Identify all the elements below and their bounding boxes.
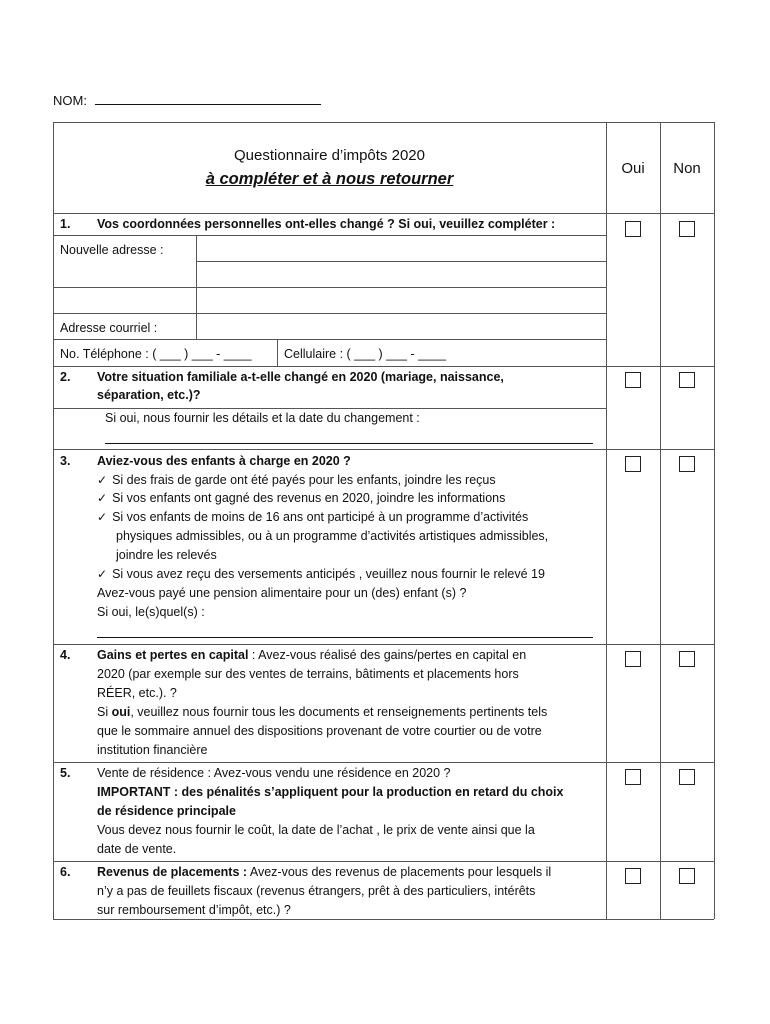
row-separator <box>53 449 714 450</box>
pension-question: Avez-vous payé une pension alimentaire pour un (des) enfant (s) ? <box>97 586 467 600</box>
nom-input-line[interactable] <box>95 92 321 105</box>
list-item <box>97 491 505 505</box>
check-icon: ✓ <box>97 491 108 505</box>
cellulaire-label: Cellulaire : ( ___ ) ___ - ____ <box>284 347 446 361</box>
column-oui: Oui <box>621 160 645 177</box>
question-2-line1: Votre situation familiale a-t-elle changé en 2020 (mariage, naissance, <box>97 370 504 384</box>
column-non: Non <box>673 160 701 177</box>
list-item-continuation: physiques admissibles, ou à un programme d’activités artistiques admissibles, <box>116 529 549 543</box>
checkbox-non-3[interactable] <box>679 456 695 472</box>
answer-line-2[interactable] <box>105 443 593 444</box>
checkbox-oui-1[interactable] <box>625 221 641 237</box>
question-4-text: Si <box>97 705 112 719</box>
question-2-detail: Si oui, nous fournir les détails et la date du changement : <box>105 411 420 425</box>
inner-line <box>53 339 606 340</box>
question-4-lead: Gains et pertes en capital <box>97 648 249 662</box>
question-number: 6. <box>60 865 71 879</box>
question-number: 1. <box>60 217 71 231</box>
checkbox-oui-2[interactable] <box>625 372 641 388</box>
check-icon: ✓ <box>97 567 108 581</box>
inner-line <box>53 313 606 314</box>
checkbox-oui-4[interactable] <box>625 651 641 667</box>
checkbox-oui-6[interactable] <box>625 868 641 884</box>
checkbox-non-5[interactable] <box>679 769 695 785</box>
question-6-line2: n’y a pas de feuillets fiscaux (revenus étrangers, prêt à des particuliers, intérêts <box>97 884 536 898</box>
list-item-text: Si des frais de garde ont été payés pour les enfants, joindre les reçus <box>112 473 496 487</box>
question-4-line1 <box>97 648 526 662</box>
answer-line-3[interactable] <box>97 637 593 638</box>
question-5-important-cont: de résidence principale <box>97 804 236 818</box>
check-icon: ✓ <box>97 510 108 524</box>
question-number: 3. <box>60 454 71 468</box>
list-item <box>97 510 528 524</box>
telephone-label: No. Téléphone : ( ___ ) ___ - ____ <box>60 347 252 361</box>
question-4-line6: institution financière <box>97 743 208 757</box>
question-4-line4 <box>97 705 547 719</box>
inner-divider <box>196 235 197 339</box>
checkbox-oui-5[interactable] <box>625 769 641 785</box>
inner-line <box>53 408 606 409</box>
list-item-text: Si vos enfants ont gagné des revenus en 2020, joindre les informations <box>112 491 506 505</box>
list-item <box>97 473 496 487</box>
check-icon: ✓ <box>97 473 108 487</box>
inner-line <box>196 261 606 262</box>
question-6-lead: Revenus de placements : <box>97 865 248 879</box>
nom-label: NOM: <box>53 93 87 108</box>
form-title: Questionnaire d’impôts 2020 <box>234 147 425 164</box>
question-6-text: Avez-vous des revenus de placements pour lesquels il <box>247 865 552 879</box>
row-separator <box>53 366 714 367</box>
si-oui-label: Si oui, le(s)quel(s) : <box>97 605 205 619</box>
question-4-line3: RÉER, etc.). ? <box>97 686 177 700</box>
list-item <box>97 567 545 581</box>
question-6-line3: sur remboursement d’impôt, etc.) ? <box>97 903 291 917</box>
checkbox-non-6[interactable] <box>679 868 695 884</box>
question-4-text: , veuillez nous fournir tous les documents et renseignements pertinents tels <box>130 705 548 719</box>
inner-divider <box>277 339 278 366</box>
question-5-line4: Vous devez nous fournir le coût, la date de l’achat , le prix de vente ainsi que la <box>97 823 535 837</box>
checkbox-oui-3[interactable] <box>625 456 641 472</box>
checkbox-non-2[interactable] <box>679 372 695 388</box>
question-4-text: : Avez-vous réalisé des gains/pertes en capital en <box>248 648 527 662</box>
list-item-continuation: joindre les relevés <box>116 548 217 562</box>
row-separator <box>53 762 714 763</box>
table-border-top <box>53 122 714 123</box>
question-4-line5: que le sommaire annuel des dispositions provenant de votre courtier ou de votre <box>97 724 542 738</box>
question-4-emphasis: oui <box>111 705 131 719</box>
question-5-line5: date de vente. <box>97 842 177 856</box>
list-item-text: Si vous avez reçu des versements anticipés , veuillez nous fournir le relevé 19 <box>112 567 545 581</box>
question-number: 5. <box>60 766 71 780</box>
nom-field <box>53 92 321 108</box>
question-4-line2: 2020 (par exemple sur des ventes de terrains, bâtiments et placements hors <box>97 667 519 681</box>
row-separator <box>53 644 714 645</box>
table-border-bottom <box>53 919 714 920</box>
inner-line <box>53 287 606 288</box>
question-number: 2. <box>60 370 71 384</box>
question-2-line2: séparation, etc.)? <box>97 388 201 402</box>
nouvelle-adresse-label: Nouvelle adresse : <box>60 243 164 257</box>
row-separator <box>53 861 714 862</box>
table-border-right <box>714 122 715 919</box>
adresse-courriel-label: Adresse courriel : <box>60 321 158 335</box>
question-5-line1: Vente de résidence : Avez-vous vendu une résidence en 2020 ? <box>97 766 451 780</box>
form-subtitle: à compléter et à nous retourner <box>205 170 454 188</box>
checkbox-non-1[interactable] <box>679 221 695 237</box>
table-divider-non <box>660 122 661 919</box>
row-separator <box>53 213 714 214</box>
checkbox-non-4[interactable] <box>679 651 695 667</box>
inner-line <box>53 235 606 236</box>
question-5-important: IMPORTANT : des pénalités s’appliquent pour la production en retard du choix <box>97 785 564 799</box>
list-item-text: Si vos enfants de moins de 16 ans ont participé à un programme d’activités <box>112 510 529 524</box>
question-3: Aviez-vous des enfants à charge en 2020 ? <box>97 454 351 468</box>
table-divider-oui <box>606 122 607 919</box>
question-number: 4. <box>60 648 71 662</box>
table-border-left <box>53 122 54 919</box>
question-6-line1 <box>97 865 551 879</box>
question-1: Vos coordonnées personnelles ont-elles changé ? Si oui, veuillez compléter : <box>97 217 556 231</box>
